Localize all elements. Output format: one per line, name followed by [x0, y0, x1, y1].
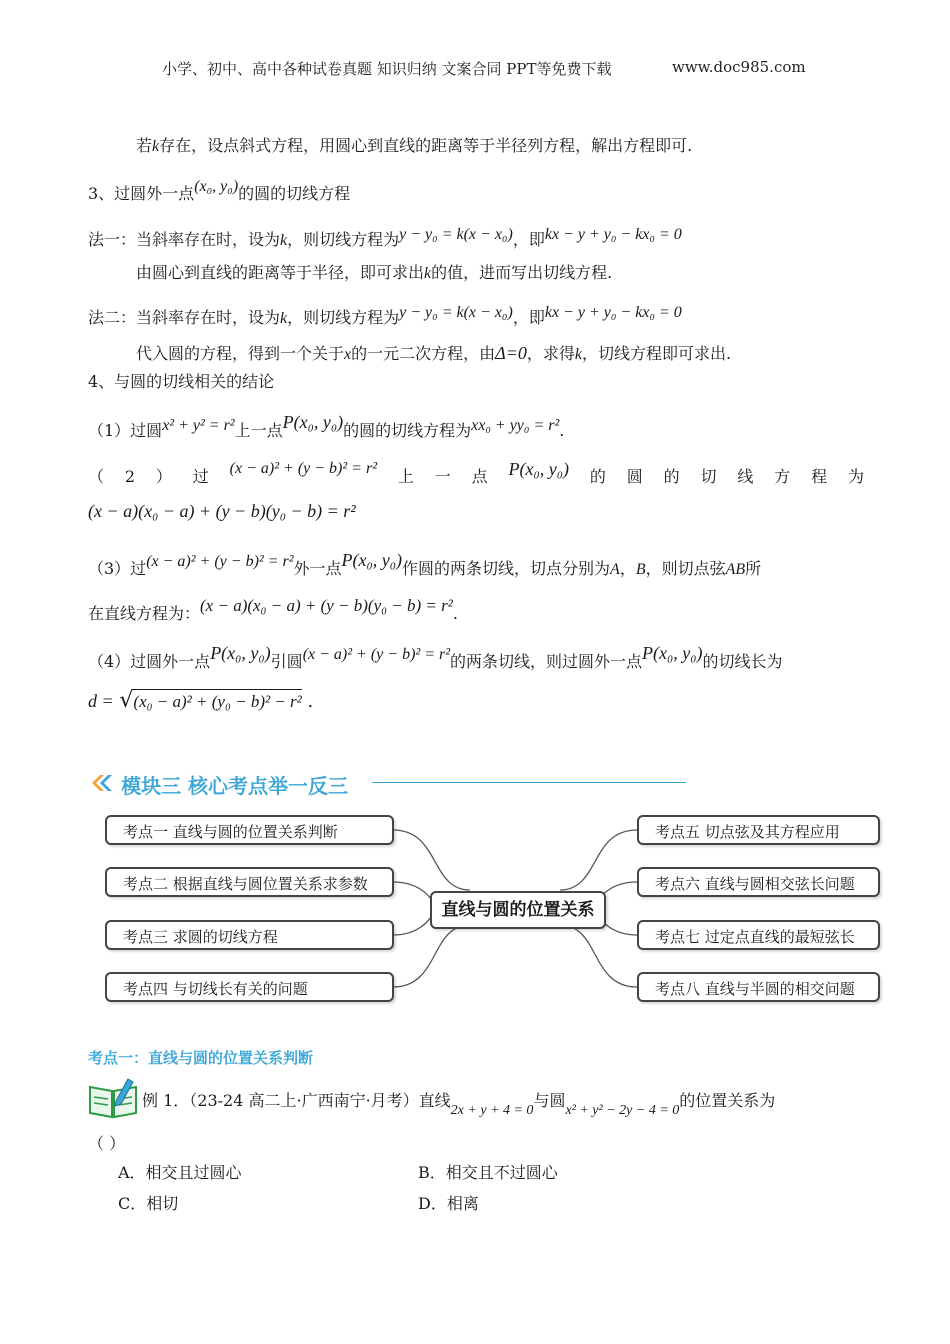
kp-box-4[interactable]: 考点四 与切线长有关的问题: [105, 972, 394, 1002]
method2-line1: 法二：当斜率存在时，设为k，则切线方程为y − y₀ = k(x − x₀)，即kx − y + y₀ − kx₀ = 0: [88, 304, 682, 327]
header-banner: 小学、初中、高中各种试卷真题 知识归纳 文案合同 PPT等免费下载: [162, 60, 612, 78]
kp-box-3[interactable]: 考点三 求圆的切线方程: [105, 920, 394, 950]
option-c[interactable]: C．相切: [118, 1194, 179, 1213]
kp-box-2[interactable]: 考点二 根据直线与圆位置关系求参数: [105, 867, 394, 897]
kp-box-5[interactable]: 考点五 切点弦及其方程应用: [637, 815, 880, 845]
kp-box-6[interactable]: 考点六 直线与圆相交弦长问题: [637, 867, 880, 897]
item4-heading: 4、与圆的切线相关的结论: [88, 372, 275, 391]
method2-line2: 代入圆的方程，得到一个关于x的一元二次方程，由Δ=0，求得k，切线方程即可求出.: [136, 343, 732, 363]
answer-paren: （ ）: [88, 1134, 126, 1153]
module-title: 模块三 核心考点举一反三: [121, 774, 349, 798]
option-d[interactable]: D．相离: [418, 1194, 479, 1213]
item3-heading: 3、过圆外一点(x₀, y₀)的圆的切线方程: [88, 178, 351, 203]
book-pencil-icon: [88, 1075, 140, 1123]
section-heading-1: 考点一：直线与圆的位置关系判断: [88, 1049, 314, 1067]
kp-box-8[interactable]: 考点八 直线与半圆的相交问题: [637, 972, 880, 1002]
conclusion-2-equation: (x − a)(x₀ − a) + (y − b)(y₀ − b) = r²: [88, 501, 356, 521]
conclusion-3-line2: 在直线方程为：(x − a)(x₀ − a) + (y − b)(y₀ − b) = r².: [88, 596, 458, 623]
kp-box-7[interactable]: 考点七 过定点直线的最短弦长: [637, 920, 880, 950]
kp-box-1[interactable]: 考点一 直线与圆的位置关系判断: [105, 815, 394, 845]
conclusion-4-line1: （4）过圆外一点P(x₀, y₀)引圆(x − a)² + (y − b)² = r²的两条切线，则过圆外一点P(x₀, y₀)的切线长为: [88, 643, 783, 671]
conclusion-1: （1）过圆x² + y² = r²上一点P(x₀, y₀)的圆的切线方程为xx₀ + yy₀ = r².: [88, 412, 565, 440]
mindmap-center[interactable]: 直线与圆的位置关系: [430, 891, 606, 929]
conclusion-3-line1: （3）过(x − a)² + (y − b)² = r²外一点P(x₀, y₀)作圆的两条切线，切点分别为A，B，则切点弦AB所: [88, 550, 762, 578]
method1-line1: 法一：当斜率存在时，设为k，则切线方程为y − y₀ = k(x − x₀)，即kx − y + y₀ − kx₀ = 0: [88, 226, 682, 249]
sqrt-sign-icon: √: [119, 688, 134, 713]
conclusion-4-formula: d = √(x₀ − a)² + (y₀ − b)² − r² .: [88, 688, 314, 713]
method1-line2: 由圆心到直线的距离等于半径，即可求出k的值，进而写出切线方程.: [136, 263, 613, 282]
header-site-link[interactable]: www.doc985.com: [672, 58, 806, 76]
conclusion-2-line1: （ 2 ） 过 (x − a)² + (y − b)² = r² 上 一 点 P(x₀, y₀) 的 圆 的 切 线 方 程 为: [88, 459, 864, 486]
option-b[interactable]: B．相交且不过圆心: [418, 1163, 558, 1182]
text-line-k: 若k存在，设点斜式方程，用圆心到直线的距离等于半径列方程，解出方程即可.: [136, 136, 693, 155]
example1-question: 例 1．（23-24 高二上·广西南宁·月考）直线2x + y + 4 = 0与圆x² + y² − 2y − 4 = 0的位置关系为: [142, 1091, 776, 1118]
option-a[interactable]: A．相交且过圆心: [118, 1163, 242, 1182]
